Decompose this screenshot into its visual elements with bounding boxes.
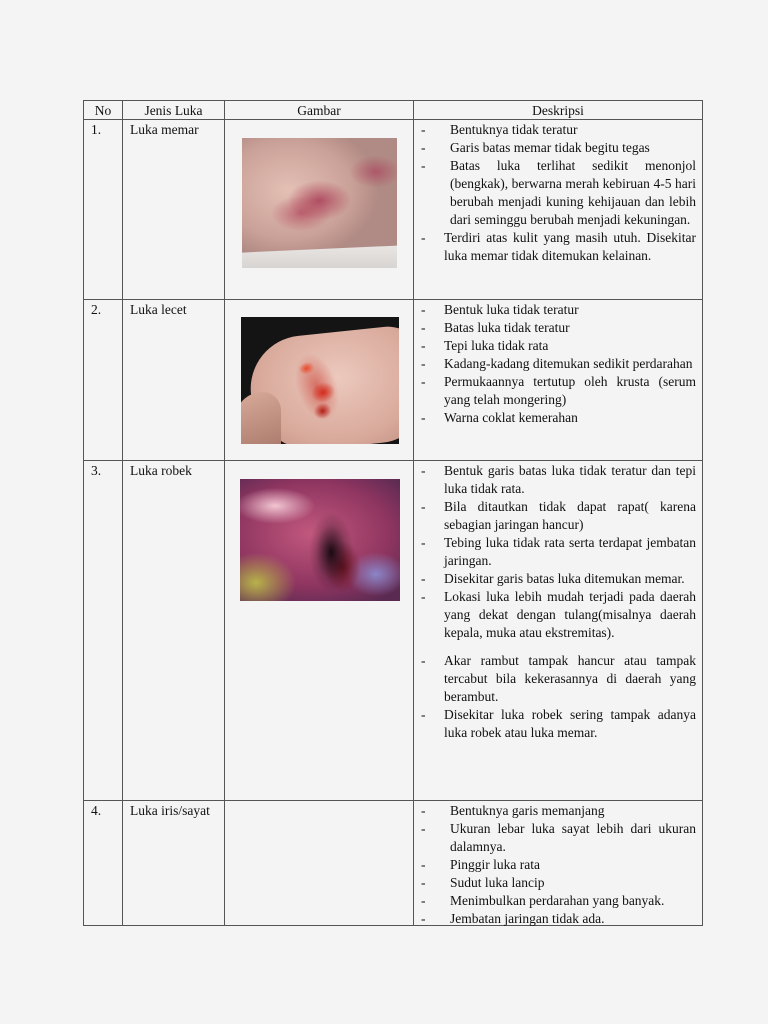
description-item: - Disekitar luka robek sering tampak adanya luka robek atau luka memar. [416,706,696,742]
description-item: - Bila ditautkan tidak dapat rapat( karena sebagian jaringan hancur) [416,498,696,534]
description-item: - Tebing luka tidak rata serta terdapat jembatan jaringan. [416,534,696,570]
column-divider [413,101,414,925]
description-item: - Warna coklat kemerahan [416,409,696,427]
wound-type-label: Luka lecet [130,302,187,317]
description-list [416,121,696,265]
wound-type-label: Luka robek [130,463,192,478]
description-item: - Ukuran lebar luka sayat lebih dari ukuran dalamnya. [416,820,696,856]
description-item: - Jembatan jaringan tidak ada. [416,910,696,928]
description-item: - Bentuknya garis memanjang [416,802,696,820]
wound-type-label: Luka iris/sayat [130,803,210,818]
row-divider [84,460,702,461]
description-item: - Batas luka tidak teratur [416,319,696,337]
description-item: - Tepi luka tidak rata [416,337,696,355]
description-item: - Bentuk luka tidak teratur [416,301,696,319]
row-divider [84,299,702,300]
row-number: 3. [91,463,102,478]
description-item: - Sudut luka lancip [416,874,696,892]
row-number: 1. [91,122,102,137]
description-item: - Menimbulkan perdarahan yang banyak. [416,892,696,910]
wound-types-table [83,100,703,926]
description-list [416,301,696,427]
description-item: - Kadang-kadang ditemukan sedikit perdarahan [416,355,696,373]
laceration-photo [240,479,400,601]
row-divider [84,800,702,801]
row-number: 4. [91,803,102,818]
header-no: No [94,103,112,118]
row-number: 2. [91,302,102,317]
description-list [416,802,696,928]
abrasion-photo [241,317,399,444]
description-item: - Bentuk garis batas luka tidak teratur dan tepi luka tidak rata. [416,462,696,498]
header-gambar: Gambar [297,103,341,118]
description-item: - Pinggir luka rata [416,856,696,874]
description-item: - Disekitar garis batas luka ditemukan memar. [416,570,696,588]
description-list [416,462,696,742]
description-item: - Garis batas memar tidak begitu tegas [416,139,696,157]
description-item: - Terdiri atas kulit yang masih utuh. Disekitar luka memar tidak ditemukan kelainan. [416,229,696,265]
header-deskripsi: Deskripsi [532,103,584,118]
column-divider [122,101,123,925]
description-item: - Lokasi luka lebih mudah terjadi pada daerah yang dekat dengan tulang(misalnya daerah kepala, muka atau ekstremitas). [416,588,696,642]
description-item: - Bentuknya tidak teratur [416,121,696,139]
description-item: - Batas luka terlihat sedikit menonjol (bengkak), berwarna merah kebiruan 4-5 hari berubah menjadi kuning kehijauan dan lebih dari seminggu berubah menjadi kekuningan. [416,157,696,229]
column-divider [224,101,225,925]
description-item: - Permukaannya tertutup oleh krusta (serum yang telah mongering) [416,373,696,409]
bruise-photo [242,138,397,268]
wound-type-label: Luka memar [130,122,199,137]
description-item: - Akar rambut tampak hancur atau tampak tercabut bila kekerasannya di daerah yang berambut. [416,652,696,706]
header-jenis-luka: Jenis Luka [144,103,203,118]
